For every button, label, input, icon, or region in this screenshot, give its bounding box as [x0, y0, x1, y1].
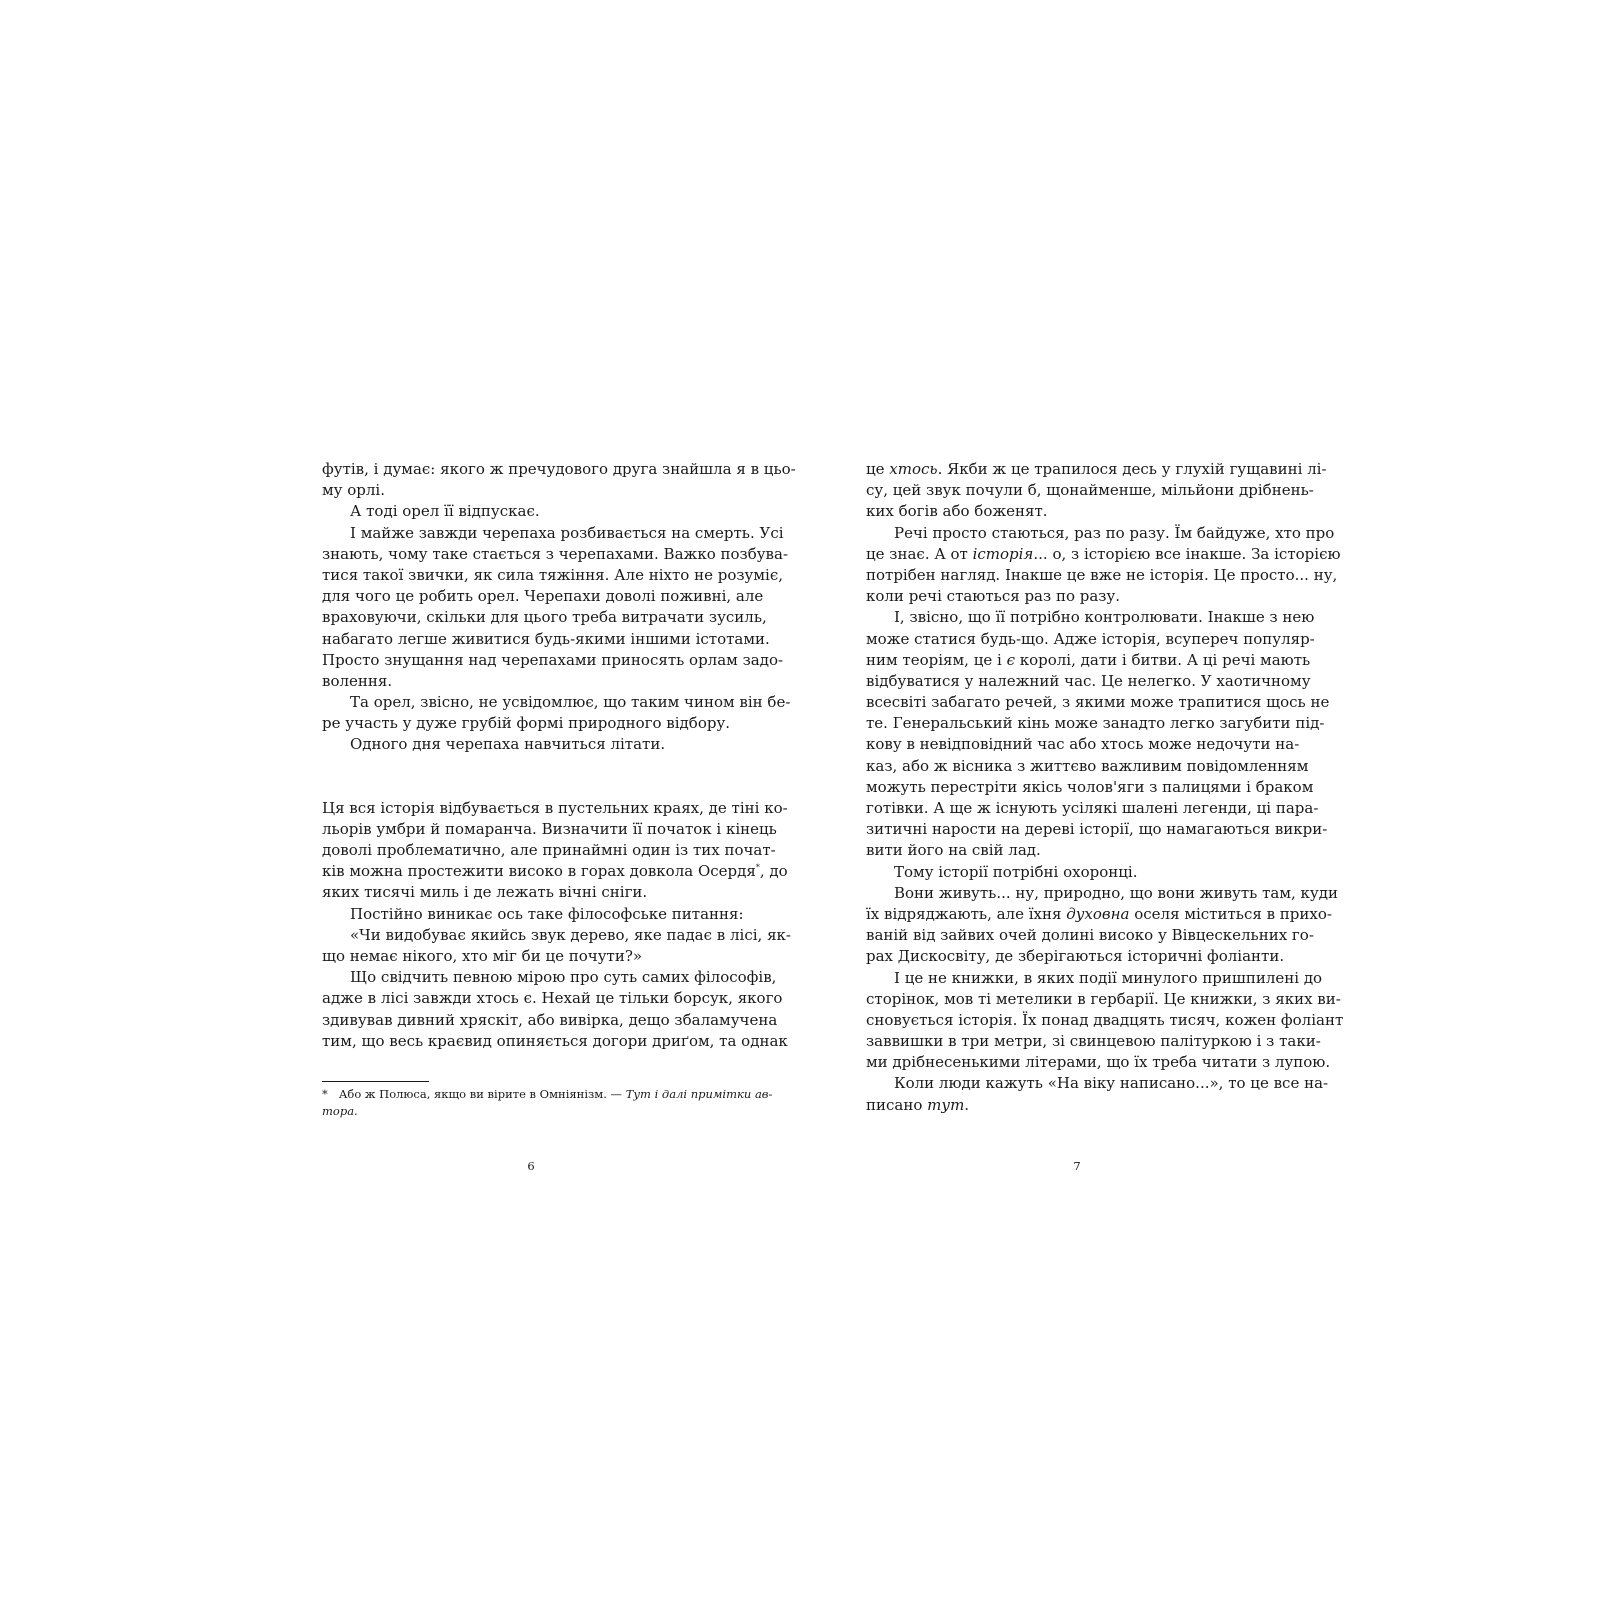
text-segment: це знає. А от	[866, 544, 973, 563]
text-line: всесвіті забагато речей, з якими може трапитися щось не	[866, 693, 1330, 712]
text-line: льорів умбри й помаранча. Визначити її початок і кінець	[322, 819, 777, 838]
text-line: каз, або ж вісника з життєво важливим повідомленням	[866, 756, 1309, 775]
text-line: сторінок, мов ті метелики в гербарії. Це книжки, з яких ви-	[866, 989, 1341, 1008]
text-line: рах Дискосвіту, де зберігаються історичні фоліанти.	[866, 947, 1285, 966]
text-line: можуть перестріти якісь чолов'яги з палицями і браком	[866, 777, 1314, 796]
text-line: те. Генеральський кінь може занадто легко загубити під-	[866, 714, 1325, 733]
text-segment: ... о, з історією все інакше. За історією	[1033, 544, 1341, 563]
text-line: волення.	[322, 671, 393, 690]
text-line: ми дрібнесенькими літерами, що їх треба читати з лупою.	[866, 1053, 1331, 1072]
footnote-line	[322, 1103, 751, 1120]
text-line: Що свідчить певною мірою про суть самих філософів,	[350, 968, 777, 987]
text-line: Коли люди кажуть «На віку написано...», то це все на-	[894, 1074, 1329, 1093]
text-line: Речі просто стаються, раз по разу. Їм байдуже, хто про	[894, 523, 1335, 542]
emphasis: історія	[972, 544, 1034, 563]
text-segment: писано	[866, 1095, 928, 1114]
left-page-text	[322, 459, 796, 1052]
footnote-ref: *	[755, 863, 760, 873]
text-line: заввишки в три метри, зі свинцевою палітуркою і з таки-	[866, 1032, 1321, 1051]
text-line: тим, що весь краєвид опиняється догори дриґом, та однак	[322, 1031, 788, 1050]
footnote-italic: Тут і далі примітки ав-	[625, 1087, 773, 1101]
emphasis: хтось	[889, 460, 938, 478]
text-segment: оселя міститься в прихо-	[1129, 904, 1332, 923]
footnote-italic: тора.	[322, 1104, 358, 1118]
text-line: му орлі.	[322, 481, 385, 500]
text-line: І це не книжки, в яких події минулого пришпилені до	[894, 968, 1323, 987]
text-line: ре участь у дуже грубій формі природного відбору.	[322, 714, 731, 733]
text-line	[866, 1095, 1295, 1116]
text-line: набагато легше живитися будь-якими іншими істотами.	[322, 629, 770, 648]
footnote-marker: *	[322, 1087, 328, 1101]
text-line: для чого це робить орел. Черепахи доволі поживні, але	[322, 587, 764, 606]
text-line: «Чи видобуває якийсь звук дерево, яке падає в лісі, як-	[350, 925, 791, 944]
text-line: яких тисячі миль і де лежать вічні сніги.	[322, 883, 648, 902]
text-line: знають, чому таке стається з черепахами. Важко позбува-	[322, 544, 789, 563]
text-segment: .	[964, 1095, 970, 1114]
emphasis: є	[1006, 650, 1015, 669]
text-line: готівки. А ще ж існують усілякі шалені легенди, ці пара-	[866, 799, 1319, 817]
text-line: Тому історії потрібні охоронці.	[894, 862, 1138, 881]
text-line: Одного дня черепаха навчиться літати.	[350, 735, 666, 754]
footnote-rule	[322, 1081, 429, 1082]
text-line: враховуючи, скільки для цього треба витрачати зусиль,	[322, 608, 767, 627]
text-line: ваній від зайвих очей долині високо у Вівцескельних го-	[866, 926, 1314, 945]
text-line: відбуватися у належний час. Це нелегко. У хаотичному	[866, 671, 1311, 690]
text-segment: , до	[759, 862, 788, 881]
text-line: коли речі стаються раз по разу.	[866, 587, 1121, 606]
footnote-line	[322, 1086, 773, 1103]
text-line: Ця вся історія відбувається в пустельних краях, де тіні ко-	[322, 798, 788, 817]
page-number-left: 6	[527, 1159, 535, 1173]
text-line: Просто знущання над черепахами приносять орлам задо-	[322, 650, 784, 669]
text-line: зитичні наpости на дереві історії, що намагаються викри-	[866, 820, 1328, 839]
right-page-text	[866, 459, 1344, 1116]
text-segment: ним теоріям, це і	[866, 650, 1007, 669]
text-line: тися такої звички, як сила тяжіння. Але ніхто не розуміє,	[322, 565, 783, 584]
text-line: може статися будь-що. Адже історія, всупереч популяр-	[866, 629, 1315, 648]
footnote-text: Або ж Полюса, якщо ви вірите в Омніянізм. —	[338, 1087, 626, 1101]
text-line	[866, 459, 1327, 480]
text-line: су, цей звук почули б, щонайменше, мільйони дрібнень-	[866, 481, 1314, 500]
text-line: А тоді орел її відпускає.	[350, 502, 540, 521]
text-line: здивував дивний хряскіт, або вивірка, дещо збаламучена	[322, 1010, 778, 1029]
text-line	[866, 904, 1332, 925]
text-line: сновується історія. Їх понад двадцять тисяч, кожен фоліант	[866, 1010, 1344, 1029]
section-break	[322, 756, 751, 798]
text-line: адже в лісі завжди хтось є. Нехай це тільки борсук, якого	[322, 989, 783, 1008]
text-segment: королі, дати і битви. А ці речі мають	[1014, 650, 1311, 669]
text-line: вити його на свій лад.	[866, 841, 1041, 860]
text-line: кову в невідповідний час або хтось може недочути на-	[866, 735, 1300, 754]
text-segment: це	[866, 460, 890, 478]
text-line	[322, 861, 788, 882]
text-line: Вони живуть... ну, природно, що вони живуть там, куди	[894, 883, 1338, 902]
text-line: Постійно виникає ось таке філософське питання:	[350, 904, 744, 923]
text-segment: . Якби ж це трапилося десь у глухій гущавині лі-	[937, 460, 1327, 478]
text-line: І, звісно, що її потрібно контролювати. Інакше з нею	[894, 608, 1315, 627]
text-line	[866, 650, 1311, 671]
text-line: футів, і думає: якого ж пречудового друга знайшла я в цьо-	[322, 460, 796, 478]
text-line: що немає нікого, хто міг би це почути?»	[322, 946, 643, 965]
text-line: доволі проблематично, але принаймні один із тих почат-	[322, 841, 776, 859]
footnote	[322, 1086, 773, 1120]
emphasis: духовна	[1066, 904, 1130, 923]
text-line: Та орел, звісно, не усвідомлює, що таким чином він бе-	[350, 693, 791, 712]
emphasis: тут	[927, 1095, 965, 1114]
text-line: ких богів або боженят.	[866, 502, 1048, 521]
text-line: потрібен нагляд. Інакше це вже не історія. Це просто... ну,	[866, 565, 1338, 584]
page-number-right: 7	[1073, 1159, 1081, 1173]
text-line	[866, 544, 1341, 565]
text-segment: ків можна простежити високо в горах довкола Осердя	[322, 862, 756, 881]
text-segment: їх відряджають, але їхня	[866, 904, 1067, 923]
text-line: І майже завжди черепаха розбивається на смерть. Усі	[350, 523, 784, 542]
